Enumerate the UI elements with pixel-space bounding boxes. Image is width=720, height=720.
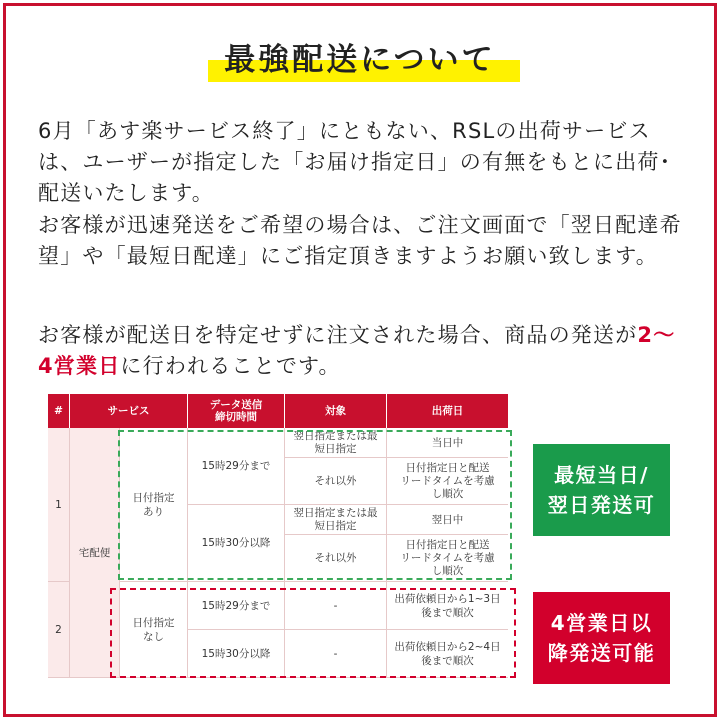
ship-same-day: 当日中 [387,428,508,458]
row-num-2: 2 [48,582,70,678]
header-cutoff: データ送信 締切時間 [188,394,285,428]
ship-consider-2: 日付指定日と配送 リードタイムを考慮 し順次 [387,535,508,582]
cutoff-after-2: 15時30分以降 [188,630,285,678]
cutoff-before-2: 15時29分まで [188,582,285,630]
ship-next-day: 翌日中 [387,505,508,535]
fast-shipping-highlight-box [118,430,512,580]
target-spec-2: 翌日指定または最 短日指定 [285,505,387,535]
ship-2to4-days: 出荷依頼日から2~4日 後まで順次 [387,630,508,678]
title-area [0,40,720,94]
p3-prefix: お客様が配送日を特定せずに注文された場合、商品の発送が [38,323,638,347]
target-other-2: それ以外 [285,535,387,582]
slow-shipping-highlight-box [110,588,516,678]
p3-suffix: に行われることです。 [120,354,341,378]
cutoff-after-1: 15時30分以降 [188,505,285,582]
target-spec-1: 翌日指定または最 短日指定 [285,428,387,458]
service-name: 宅配便 [70,428,120,678]
paragraph-fast-shipping: お客様が迅速発送をご希望の場合は、ご注文画面で「翌日配達希望」や「最短日配達」にご指定頂きますようお願い致します。 [38,213,682,268]
row-num-1: 1 [48,428,70,582]
target-dash-1: - [285,582,387,630]
date-spec-yes: 日付指定 あり [120,428,188,582]
paragraph-rsl-service: 6月「あす楽サービス終了」にともない、RSLの出荷サービスは、ユーザーが指定した「お届け指定日」の有無をもとに出荷･配送いたします。 [38,119,672,205]
page-title: 最強配送について [224,42,496,78]
target-other-1: それ以外 [285,458,387,505]
header-ship-day: 出荷日 [387,394,508,428]
date-spec-no: 日付指定 なし [120,582,188,678]
target-dash-2: - [285,630,387,678]
paragraph-default-shipping [38,320,688,382]
business-days-highlight: 2～4営業日 [38,323,676,378]
header-service: サービス [70,394,188,428]
ship-1to3-days: 出荷依頼日から1~3日 後まで順次 [387,582,508,630]
header-num: # [48,394,70,428]
slow-shipping-badge: 4営業日以 降発送可能 [533,592,670,684]
ship-consider-1: 日付指定日と配送 リードタイムを考慮 し順次 [387,458,508,505]
fast-shipping-badge: 最短当日/ 翌日発送可 [533,444,670,536]
cutoff-before-1: 15時29分まで [188,428,285,505]
header-target: 対象 [285,394,387,428]
